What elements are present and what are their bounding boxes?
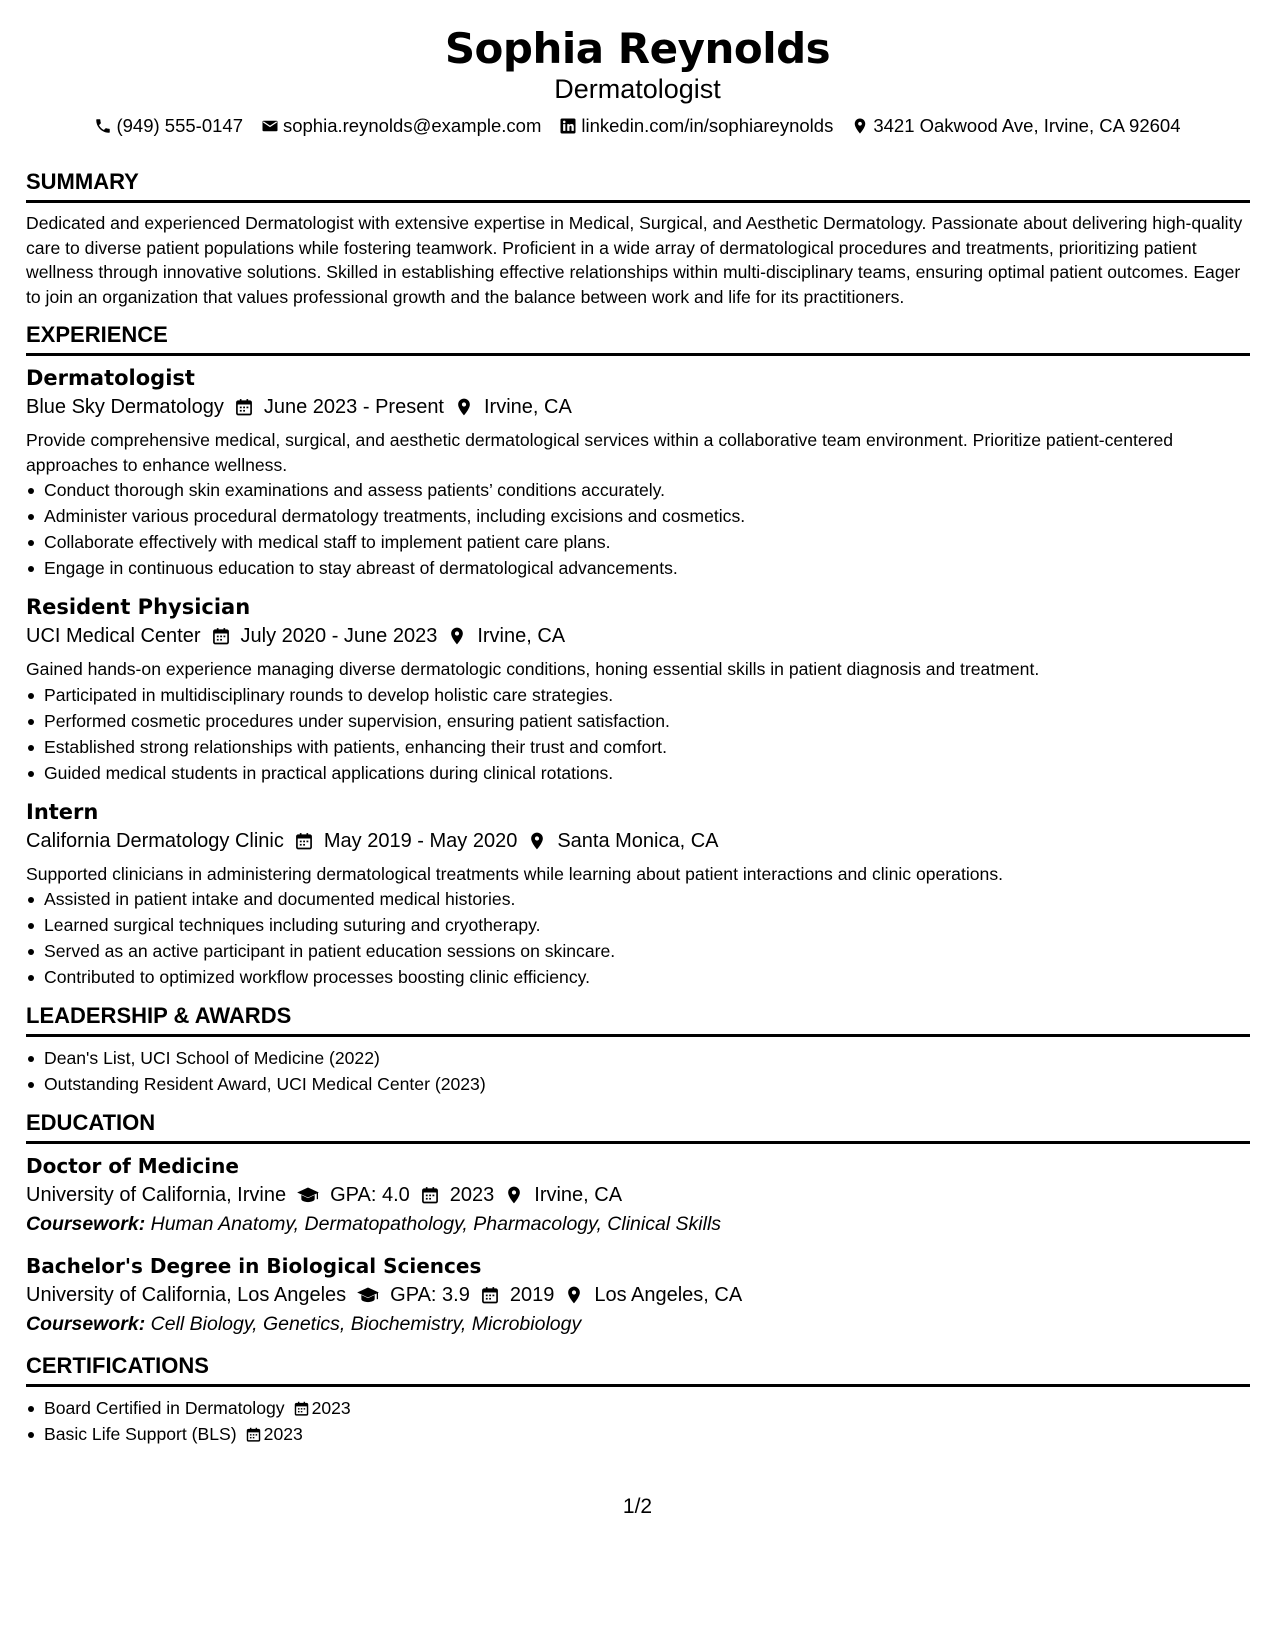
education-meta — [26, 1180, 1250, 1210]
map-marker-icon — [504, 1185, 524, 1205]
candidate-name: Sophia Reynolds — [444, 24, 831, 73]
certification-name: Board Certified in Dermatology — [44, 1398, 285, 1418]
list-item — [26, 1421, 1250, 1447]
contact-email[interactable] — [261, 114, 541, 138]
job-entry — [26, 364, 1250, 581]
graduation-cap-icon — [356, 1285, 380, 1305]
section-divider — [26, 1384, 1250, 1387]
section-divider — [26, 200, 1250, 203]
job-meta — [26, 392, 1250, 422]
job-description: Gained hands-on experience managing diverse dermatologic conditions, honing essential skills in patient diagnosis and treatment. — [26, 659, 1040, 679]
map-marker-icon — [447, 626, 467, 646]
contact-phone — [94, 114, 243, 138]
contact-email-text: sophia.reynolds@example.com — [282, 115, 542, 136]
section-heading: LEADERSHIP & AWARDS — [26, 1003, 292, 1028]
calendar-icon — [245, 1426, 262, 1443]
job-description: Provide comprehensive medical, surgical, and aesthetic dermatological services within a collaborative team environment. Prioritize patient-centered approaches to enhance wellness. — [26, 430, 1174, 475]
school-location-text: Irvine, CA — [534, 1184, 623, 1206]
section-divider — [26, 1141, 1250, 1144]
section-divider — [26, 353, 1250, 356]
candidate-title: Dermatologist — [554, 74, 721, 104]
contact-phone-text: (949) 555-0147 — [116, 115, 243, 136]
job-dates-text: June 2023 - Present — [263, 396, 444, 418]
coursework-text: Human Anatomy, Dermatopathology, Pharmacology, Clinical Skills — [150, 1213, 722, 1235]
calendar-icon — [294, 831, 314, 851]
job-location — [447, 621, 565, 651]
coursework-text: Cell Biology, Genetics, Biochemistry, Microbiology — [150, 1313, 582, 1335]
job-company: Blue Sky Dermatology — [26, 396, 224, 418]
calendar-icon — [211, 626, 231, 646]
job-title: Dermatologist — [26, 366, 195, 390]
gpa — [356, 1280, 470, 1310]
summary-section — [26, 168, 1250, 309]
certification-year: 2023 — [263, 1424, 303, 1444]
job-company: UCI Medical Center — [26, 625, 201, 647]
coursework-label: Coursework: — [26, 1313, 146, 1335]
map-marker-icon — [527, 831, 547, 851]
resume-body — [26, 168, 1250, 1459]
education-section — [26, 1109, 1250, 1338]
job-bullets — [26, 886, 1250, 990]
page-number: 1/2 — [622, 1495, 653, 1518]
contact-bar — [0, 114, 1275, 138]
job-description: Supported clinicians in administering dermatological treatments while learning about patient interactions and clinic operations. — [26, 863, 1004, 884]
gpa — [296, 1180, 410, 1210]
job-location-text: Irvine, CA — [484, 396, 572, 418]
education-entry — [26, 1152, 1250, 1238]
list-item — [26, 1395, 1250, 1421]
section-heading: EDUCATION — [26, 1110, 156, 1135]
list-item: Outstanding Resident Award, UCI Medical Center (2023) — [26, 1071, 1250, 1097]
job-meta — [26, 826, 1250, 856]
education-entry — [26, 1252, 1250, 1338]
gpa-text: GPA: 4.0 — [330, 1184, 410, 1206]
graduation-year — [480, 1280, 555, 1310]
linkedin-icon — [559, 117, 577, 135]
graduation-cap-icon — [296, 1185, 320, 1205]
certification-name: Basic Life Support (BLS) — [44, 1424, 237, 1444]
list-item: Contributed to optimized workflow processes boosting clinic efficiency. — [26, 964, 1250, 990]
leadership-section — [26, 1002, 1250, 1097]
list-item: Administer various procedural dermatology treatments, including excisions and cosmetics. — [26, 503, 1250, 529]
job-location — [527, 826, 718, 856]
gpa-text: GPA: 3.9 — [390, 1284, 470, 1306]
list-item: Participated in multidisciplinary rounds to develop holistic care strategies. — [26, 682, 1250, 708]
list-item: Assisted in patient intake and documented medical histories. — [26, 886, 1250, 912]
certifications-section — [26, 1352, 1250, 1447]
contact-address-text: 3421 Oakwood Ave, Irvine, CA 92604 — [873, 115, 1181, 136]
certification-row — [44, 1421, 303, 1447]
job-entry — [26, 593, 1250, 786]
graduation-year — [420, 1180, 495, 1210]
job-dates-text: May 2019 - May 2020 — [323, 829, 518, 852]
certifications-list — [26, 1395, 1250, 1447]
list-item: Guided medical students in practical applications during clinical rotations. — [26, 760, 1250, 786]
list-item: Served as an active participant in patient education sessions on skincare. — [26, 938, 1250, 964]
list-item: Dean's List, UCI School of Medicine (2022) — [26, 1045, 1250, 1071]
graduation-year-text: 2023 — [449, 1184, 495, 1206]
certification-row — [44, 1395, 351, 1421]
job-dates — [294, 826, 517, 856]
experience-section — [26, 321, 1250, 990]
school-location-text: Los Angeles, CA — [594, 1284, 743, 1306]
job-bullets — [26, 477, 1250, 581]
degree-title: Doctor of Medicine — [26, 1154, 239, 1178]
section-heading: SUMMARY — [26, 169, 139, 194]
job-dates — [211, 621, 438, 651]
job-title: Intern — [26, 799, 99, 824]
section-divider — [26, 1034, 1250, 1037]
map-marker-icon — [564, 1285, 584, 1305]
section-heading: CERTIFICATIONS — [26, 1353, 209, 1378]
education-meta — [26, 1280, 1250, 1310]
job-location-text: Santa Monica, CA — [557, 829, 719, 852]
map-marker-icon — [851, 117, 869, 135]
job-company: California Dermatology Clinic — [26, 829, 284, 852]
calendar-icon — [234, 397, 254, 417]
coursework-label: Coursework: — [26, 1213, 146, 1235]
certification-year: 2023 — [311, 1398, 351, 1418]
job-location-text: Irvine, CA — [477, 625, 566, 647]
degree-title: Bachelor's Degree in Biological Sciences — [26, 1254, 482, 1278]
list-item: Established strong relationships with patients, enhancing their trust and comfort. — [26, 734, 1250, 760]
school-name: University of California, Irvine — [26, 1184, 287, 1206]
job-dates-text: July 2020 - June 2023 — [240, 625, 438, 647]
envelope-icon — [261, 117, 279, 135]
list-item: Engage in continuous education to stay abreast of dermatological advancements. — [26, 555, 1250, 581]
coursework — [26, 1210, 1250, 1238]
calendar-icon — [480, 1285, 500, 1305]
phone-icon — [94, 117, 112, 135]
resume-header — [0, 0, 1275, 138]
job-entry — [26, 798, 1250, 991]
list-item: Conduct thorough skin examinations and assess patients’ conditions accurately. — [26, 477, 1250, 503]
list-item: Performed cosmetic procedures under supervision, ensuring patient satisfaction. — [26, 708, 1250, 734]
graduation-year-text: 2019 — [509, 1284, 555, 1306]
calendar-icon — [420, 1185, 440, 1205]
job-bullets — [26, 682, 1250, 786]
list-item: Collaborate effectively with medical staff to implement patient care plans. — [26, 529, 1250, 555]
list-item: Learned surgical techniques including suturing and cryotherapy. — [26, 912, 1250, 938]
calendar-icon — [293, 1400, 310, 1417]
job-title: Resident Physician — [26, 595, 251, 619]
job-location — [454, 392, 572, 422]
contact-linkedin-text: linkedin.com/in/sophiareynolds — [581, 115, 834, 136]
school-location — [564, 1280, 742, 1310]
school-location — [504, 1180, 622, 1210]
section-heading: EXPERIENCE — [26, 322, 168, 347]
summary-text: Dedicated and experienced Dermatologist with extensive expertise in Medical, Surgical, and Aesthetic Dermatology. Passionate about delivering high-quality care to diverse patient populations while fostering teamwork. Proficient in a wide array of dermatological procedures and treatments, prioritizing patient wellness through innovative solutions. Skilled in establishing effective relationships within multi-disciplinary teams, ensuring optimal patient outcomes. Eager to join an organization that values professional growth and the balance between work and life for its practitioners. — [26, 213, 1243, 307]
job-meta — [26, 621, 1250, 651]
contact-linkedin[interactable] — [559, 114, 833, 138]
map-marker-icon — [454, 397, 474, 417]
school-name: University of California, Los Angeles — [26, 1284, 347, 1306]
contact-address — [851, 114, 1180, 138]
awards-list — [26, 1045, 1250, 1097]
job-dates — [234, 392, 444, 422]
coursework — [26, 1310, 1250, 1338]
